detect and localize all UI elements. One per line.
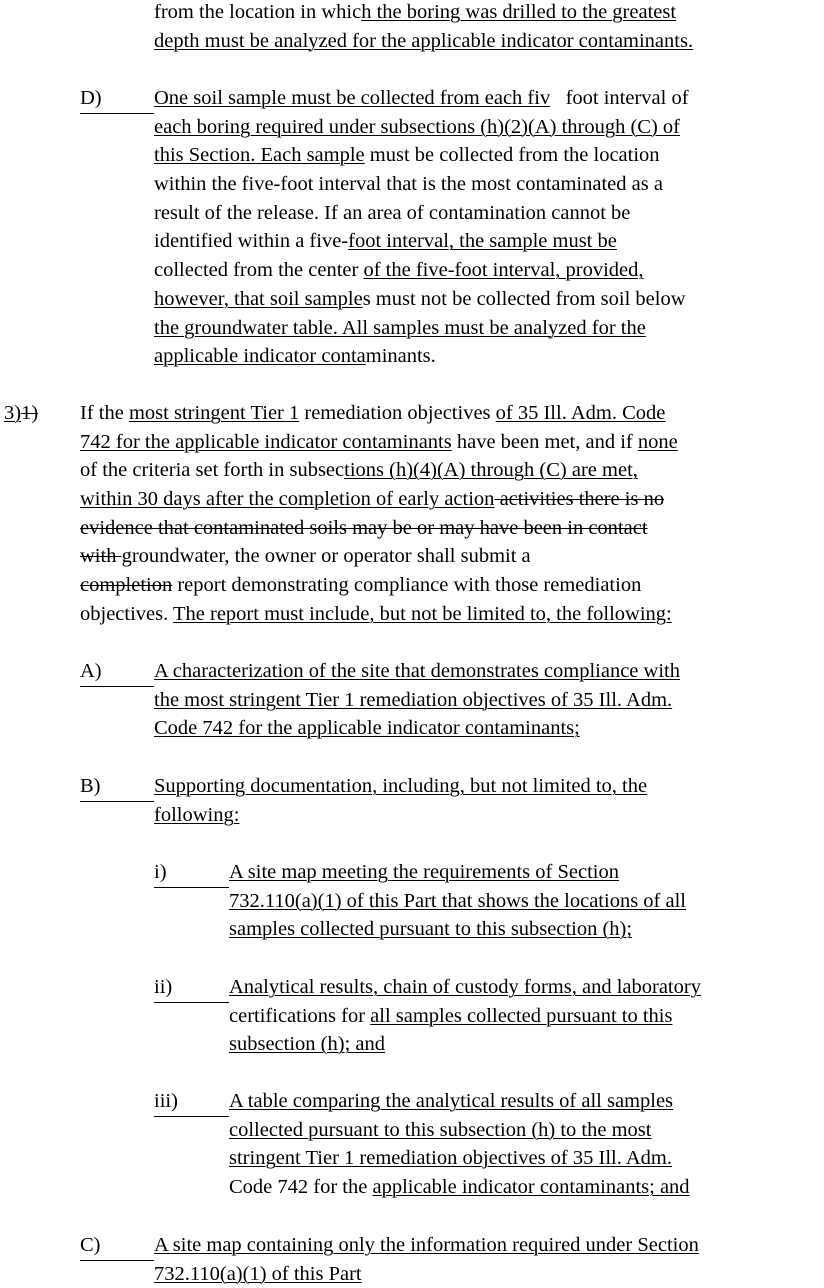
inserted-text: samples collected pursuant to this subsection (h); [229, 918, 633, 941]
text-run: minants. [365, 345, 436, 368]
inserted-text: of 35 Ill. Adm. Code [495, 402, 666, 424]
text-line [154, 314, 689, 343]
text-run: have been met, and if [451, 430, 638, 453]
item-c-label: C) [80, 1231, 154, 1261]
item-3-label: 3)1) [4, 402, 39, 424]
deleted-text: completion [80, 574, 173, 597]
inserted-text: Code 742 for the applicable indicator contaminants; [154, 717, 580, 740]
inserted-text: stringent Tier 1 remediation objectives of 35 Ill. Adm. [229, 1147, 672, 1170]
text-line [80, 399, 678, 428]
text-line [80, 571, 678, 600]
inserted-text: the most stringent Tier 1 remediation objectives of 35 Ill. Adm. [154, 688, 673, 711]
inserted-text: foot interval, the sample must be [348, 230, 617, 253]
text-line [154, 1260, 699, 1288]
deleted-text: with [80, 545, 122, 568]
inserted-text: however, that soil sample [154, 287, 363, 310]
inserted-text: collected pursuant to this subsection (h) to the most [229, 1118, 652, 1141]
inserted-text: all samples collected pursuant to this [370, 1004, 673, 1027]
text-run: s must not be collected from soil below [362, 287, 686, 310]
inserted-text: Analytical results, chain of custody forms, and laboratory [229, 976, 701, 998]
inserted-text: within 30 days after the completion of early action [80, 488, 495, 511]
text-line [154, 84, 689, 113]
text-line [80, 600, 678, 629]
text-run: collected from the center [154, 259, 364, 282]
inserted-text: The report must include, but not be limited to, the following: [173, 602, 672, 625]
text-line [154, 256, 689, 285]
text-line [229, 973, 701, 1002]
text-run: identified within a five- [154, 230, 349, 253]
item-b-label: B) [80, 772, 154, 802]
text-line [229, 915, 686, 944]
text-line [229, 1002, 701, 1031]
inserted-text: most stringent Tier 1 [128, 402, 300, 424]
text-line [80, 542, 678, 571]
text-line [229, 887, 686, 916]
text-line [154, 1231, 699, 1260]
inserted-text: h the boring was drilled to the greatest [361, 1, 677, 23]
deleted-text: activities there is no [494, 488, 665, 511]
inserted-text: 732.110(a)(1) of this Part [154, 1262, 362, 1285]
inserted-text: none [637, 430, 678, 453]
item-b-text [154, 772, 647, 829]
inserted-text: subsection (h); and [229, 1033, 385, 1056]
item-i-label: i) [154, 858, 229, 888]
inserted-text: the groundwater table. All samples must be analyzed for the [154, 316, 646, 339]
inserted-text: this Section. Each sample [154, 144, 365, 167]
text-line [229, 1173, 690, 1202]
text-run: within the five-foot interval that is the most contaminated as a [154, 173, 663, 196]
text-line [154, 772, 647, 801]
text-run: of the criteria set forth in subsec [80, 459, 345, 482]
text-run: remediation objectives [299, 402, 496, 424]
text-line [154, 113, 689, 142]
inserted-text: A site map meeting the requirements of Section [229, 861, 619, 883]
text-line [229, 1030, 701, 1059]
inserted-text: Supporting documentation, including, but not limited to, the [154, 775, 648, 797]
text-line [154, 0, 693, 27]
item-c-text [154, 1231, 699, 1288]
item-a-text [154, 657, 680, 743]
text-run: must be collected from the location [364, 144, 660, 167]
inserted-text: applicable indicator conta [154, 345, 366, 368]
inserted-text: following: [154, 803, 240, 826]
text-run: objectives. [80, 602, 173, 625]
text-line [154, 141, 689, 170]
text-line [154, 714, 680, 743]
item-d-label: D) [80, 84, 154, 114]
text-run: groundwater, the owner or operator shall submit a [121, 545, 531, 568]
text-line [80, 485, 678, 514]
text-line [154, 170, 689, 199]
text-line [154, 342, 689, 371]
item-a-label: A) [80, 657, 154, 687]
item-d-text [154, 84, 689, 371]
text-line [154, 199, 689, 228]
text-line [154, 801, 647, 830]
text-line [154, 227, 689, 256]
text-line [154, 285, 689, 314]
deleted-text: evidence that contaminated soils may be or may have been in contact [80, 516, 648, 539]
text-run: If the [80, 402, 129, 424]
item-ii-text [229, 973, 701, 1059]
inserted-text: each boring required under subsections (h)(2)(A) through (C) of [154, 115, 681, 138]
item-iii-text [229, 1087, 690, 1202]
text-line [229, 1116, 690, 1145]
text-run: report demonstrating compliance with those remediation [172, 574, 642, 597]
text-line [80, 428, 678, 457]
item-3-text [80, 399, 678, 629]
text-line [154, 27, 693, 56]
text-line [229, 1087, 690, 1116]
inserted-text: tions (h)(4)(A) through (C) are met, [344, 459, 638, 482]
text-run: foot interval of [550, 87, 689, 109]
inserted-text: A characterization of the site that demonstrates compliance with [154, 660, 680, 682]
item-ii-label: ii) [154, 973, 229, 1003]
text-line [229, 1144, 690, 1173]
top-fragment [154, 0, 693, 55]
text-line [80, 514, 678, 543]
text-run: Code 742 for the [229, 1176, 373, 1199]
inserted-text: depth must be analyzed for the applicable indicator contaminants. [154, 29, 694, 52]
item-i-text [229, 858, 686, 944]
text-line [229, 858, 686, 887]
text-line [154, 686, 680, 715]
inserted-text: One soil sample must be collected from each fiv [154, 87, 551, 109]
text-run: from the location in whic [154, 1, 362, 23]
inserted-text: A table comparing the analytical results of all samples [229, 1090, 674, 1112]
inserted-text: 732.110(a)(1) of this Part that shows the locations of all [229, 889, 686, 912]
inserted-text: 742 for the applicable indicator contaminants [80, 430, 452, 453]
inserted-text: of the five-foot interval, provided, [363, 259, 644, 282]
text-line [80, 456, 678, 485]
inserted-text: applicable indicator contaminants; and [372, 1176, 690, 1199]
text-line [154, 657, 680, 686]
text-run: certifications for [229, 1004, 371, 1027]
text-run: result of the release. If an area of contamination cannot be [154, 201, 631, 224]
item-iii-label: iii) [154, 1087, 229, 1117]
inserted-text: A site map containing only the information required under Section [154, 1234, 699, 1256]
